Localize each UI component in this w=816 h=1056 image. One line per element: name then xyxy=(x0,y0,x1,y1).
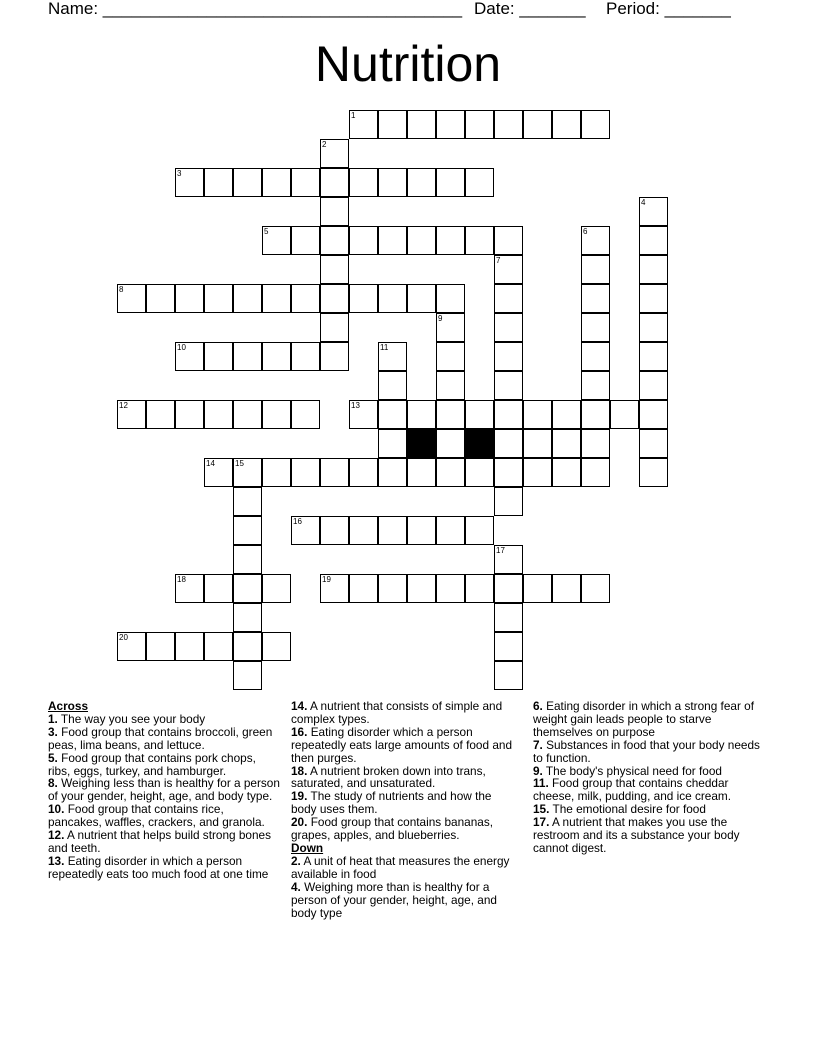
clue-down-9: 9. The body's physical need for food xyxy=(533,763,722,778)
crossword-cell[interactable] xyxy=(204,342,233,371)
crossword-cell[interactable] xyxy=(552,110,581,139)
crossword-cell[interactable] xyxy=(233,168,262,197)
clue-number: 6 xyxy=(583,227,588,236)
clue-number: 19 xyxy=(322,575,331,584)
crossword-cell[interactable] xyxy=(436,342,465,371)
crossword-cell[interactable] xyxy=(494,429,523,458)
crossword-cell[interactable] xyxy=(378,516,407,545)
crossword-cell[interactable] xyxy=(233,632,262,661)
crossword-cell[interactable] xyxy=(349,226,378,255)
date-field[interactable]: Date: _______ xyxy=(474,0,586,18)
crossword-cell[interactable] xyxy=(639,255,668,284)
clue-across-16: 16. Eating disorder which a person repeatedly eats large amounts of food and then purges. xyxy=(291,724,513,765)
crossword-cell[interactable] xyxy=(378,342,407,371)
clue-across-1: 1. The way you see your body xyxy=(48,711,206,726)
clue-number: 4 xyxy=(641,198,646,207)
clue-number: 9 xyxy=(438,314,443,323)
crossword-cell[interactable] xyxy=(581,458,610,487)
crossword-cell[interactable] xyxy=(436,313,465,342)
crossword-cell[interactable] xyxy=(204,284,233,313)
crossword-cell[interactable] xyxy=(349,574,378,603)
crossword-cell[interactable] xyxy=(436,371,465,400)
crossword-cell[interactable] xyxy=(639,284,668,313)
crossword-cell[interactable] xyxy=(639,458,668,487)
clue-number: 13 xyxy=(351,401,360,410)
crossword-cell[interactable] xyxy=(262,342,291,371)
crossword-cell[interactable] xyxy=(552,574,581,603)
clue-across-13: 13. Eating disorder in which a person repeatedly eats too much food at one time xyxy=(48,853,269,881)
crossword-cell[interactable] xyxy=(494,632,523,661)
clue-across-14: 14. A nutrient that consists of simple and complex types. xyxy=(291,699,503,726)
crossword-cell[interactable] xyxy=(436,226,465,255)
crossword-cell[interactable] xyxy=(436,110,465,139)
crossword-cell[interactable] xyxy=(204,400,233,429)
crossword-cell[interactable] xyxy=(175,342,204,371)
clue-across-3: 3. Food group that contains broccoli, green peas, lima beans, and lettuce. xyxy=(48,724,273,752)
crossword-cell[interactable] xyxy=(349,284,378,313)
crossword-cell[interactable] xyxy=(552,429,581,458)
crossword-cell[interactable] xyxy=(146,400,175,429)
crossword-cell[interactable] xyxy=(436,458,465,487)
crossword-cell[interactable] xyxy=(581,342,610,371)
crossword-cell[interactable] xyxy=(581,400,610,429)
clue-down-15: 15. The emotional desire for food xyxy=(533,802,706,817)
crossword-cell[interactable] xyxy=(320,197,349,226)
crossword-cell[interactable] xyxy=(320,313,349,342)
clue-down-2: 2. A unit of heat that measures the energy available in food xyxy=(291,853,510,881)
clue-across-8: 8. Weighing less than is healthy for a person of your gender, height, age, and body type. xyxy=(48,776,280,804)
crossword-cell[interactable] xyxy=(233,661,262,690)
crossword-cell[interactable] xyxy=(204,458,233,487)
crossword-cell[interactable] xyxy=(465,516,494,545)
crossword-cell[interactable] xyxy=(523,458,552,487)
crossword-cell[interactable] xyxy=(436,516,465,545)
clue-number: 5 xyxy=(264,227,269,236)
crossword-cell[interactable] xyxy=(523,574,552,603)
crossword-cell[interactable] xyxy=(407,110,436,139)
across-heading: Across xyxy=(48,699,88,713)
clue-down-7: 7. Substances in food that your body needs to function. xyxy=(533,737,760,765)
crossword-cell[interactable] xyxy=(378,458,407,487)
clue-down-4: 4. Weighing more than is healthy for a person of your gender, height, age, and body type xyxy=(291,879,497,920)
crossword-cell[interactable] xyxy=(378,429,407,458)
clue-number: 17 xyxy=(496,546,505,555)
crossword-cell[interactable] xyxy=(436,400,465,429)
crossword-cell[interactable] xyxy=(494,400,523,429)
crossword-cell[interactable] xyxy=(378,400,407,429)
crossword-cell[interactable] xyxy=(494,574,523,603)
crossword-cell[interactable] xyxy=(581,226,610,255)
clue-number: 16 xyxy=(293,517,302,526)
crossword-cell[interactable] xyxy=(494,487,523,516)
clue-across-18: 18. A nutrient broken down into trans, saturated, and unsaturated. xyxy=(291,763,486,791)
crossword-cell[interactable] xyxy=(320,255,349,284)
crossword-cell[interactable] xyxy=(320,226,349,255)
crossword-cell[interactable] xyxy=(639,197,668,226)
crossword-cell[interactable] xyxy=(581,574,610,603)
crossword-cell[interactable] xyxy=(233,574,262,603)
crossword-cell[interactable] xyxy=(552,458,581,487)
crossword-cell[interactable] xyxy=(436,284,465,313)
clue-across-19: 19. The study of nutrients and how the body uses them. xyxy=(291,789,492,817)
clue-column-1 xyxy=(48,700,280,881)
period-field[interactable]: Period: _______ xyxy=(606,0,731,18)
crossword-cell[interactable] xyxy=(407,516,436,545)
crossword-cell[interactable] xyxy=(146,284,175,313)
crossword-cell[interactable] xyxy=(378,284,407,313)
crossword-cell[interactable] xyxy=(639,371,668,400)
crossword-cell[interactable] xyxy=(581,371,610,400)
clue-across-12: 12. A nutrient that helps build strong bones and teeth. xyxy=(48,828,272,855)
crossword-cell[interactable] xyxy=(320,284,349,313)
crossword-cell[interactable] xyxy=(349,458,378,487)
crossword-cell[interactable] xyxy=(117,400,146,429)
crossword-cell[interactable] xyxy=(349,400,378,429)
page-title: Nutrition xyxy=(314,36,502,92)
crossword-cell[interactable] xyxy=(523,400,552,429)
crossword-cell[interactable] xyxy=(204,574,233,603)
crossword-cell[interactable] xyxy=(320,516,349,545)
crossword-cell[interactable] xyxy=(262,400,291,429)
clue-number: 2 xyxy=(322,140,327,149)
crossword-cell[interactable] xyxy=(465,168,494,197)
clue-column-2 xyxy=(291,700,517,919)
crossword-cell[interactable] xyxy=(175,284,204,313)
crossword-cell[interactable] xyxy=(639,429,668,458)
name-field[interactable]: Name: ______________________________________ xyxy=(48,0,463,18)
crossword-cell[interactable] xyxy=(320,139,349,168)
crossword-cell[interactable] xyxy=(291,400,320,429)
blocked-cell xyxy=(407,429,436,458)
crossword-cell[interactable] xyxy=(262,458,291,487)
crossword-cell[interactable] xyxy=(465,574,494,603)
crossword-cell[interactable] xyxy=(639,400,668,429)
crossword-cell[interactable] xyxy=(436,429,465,458)
crossword-cell[interactable] xyxy=(581,313,610,342)
crossword-cell[interactable] xyxy=(610,400,639,429)
crossword-cell[interactable] xyxy=(494,313,523,342)
crossword-cell[interactable] xyxy=(436,574,465,603)
clue-number: 1 xyxy=(351,111,356,120)
clue-number: 8 xyxy=(119,285,124,294)
crossword-cell[interactable] xyxy=(262,226,291,255)
crossword-cell[interactable] xyxy=(175,632,204,661)
clue-number: 18 xyxy=(177,575,186,584)
crossword-cell[interactable] xyxy=(552,400,581,429)
crossword-cell[interactable] xyxy=(233,458,262,487)
crossword-cell[interactable] xyxy=(320,458,349,487)
clue-across-20: 20. Food group that contains bananas, grapes, apples, and blueberries. xyxy=(291,815,494,843)
crossword-cell[interactable] xyxy=(581,284,610,313)
crossword-cell[interactable] xyxy=(378,371,407,400)
crossword-cell[interactable] xyxy=(494,603,523,632)
clue-across-5: 5. Food group that contains pork chops, ribs, eggs, turkey, and hamburger. xyxy=(48,750,256,778)
crossword-cell[interactable] xyxy=(262,168,291,197)
crossword-cell[interactable] xyxy=(465,226,494,255)
crossword-cell[interactable] xyxy=(494,661,523,690)
crossword-cell[interactable] xyxy=(494,226,523,255)
crossword-cell[interactable] xyxy=(320,168,349,197)
crossword-cell[interactable] xyxy=(639,313,668,342)
crossword-cell[interactable] xyxy=(291,458,320,487)
crossword-cell[interactable] xyxy=(117,284,146,313)
crossword-cell[interactable] xyxy=(407,458,436,487)
crossword-cell[interactable] xyxy=(639,342,668,371)
crossword-cell[interactable] xyxy=(523,110,552,139)
crossword-cell[interactable] xyxy=(262,632,291,661)
crossword-cell[interactable] xyxy=(465,110,494,139)
crossword-cell[interactable] xyxy=(204,168,233,197)
crossword-cell[interactable] xyxy=(320,574,349,603)
crossword-cell[interactable] xyxy=(494,342,523,371)
crossword-cell[interactable] xyxy=(494,545,523,574)
clue-number: 3 xyxy=(177,169,182,178)
crossword-cell[interactable] xyxy=(262,284,291,313)
clue-number: 14 xyxy=(206,459,215,468)
down-heading: Down xyxy=(291,840,324,855)
clue-down-17: 17. A nutrient that makes you use the restroom and its a substance your body cannot digest. xyxy=(533,815,740,855)
clue-number: 11 xyxy=(380,343,389,352)
crossword-cell[interactable] xyxy=(349,516,378,545)
crossword-cell[interactable] xyxy=(407,574,436,603)
crossword-cell[interactable] xyxy=(175,400,204,429)
crossword-cell[interactable] xyxy=(581,110,610,139)
crossword-cell[interactable] xyxy=(175,574,204,603)
crossword-cell[interactable] xyxy=(639,226,668,255)
crossword-cell[interactable] xyxy=(233,342,262,371)
blocked-cell xyxy=(465,429,494,458)
crossword-cell[interactable] xyxy=(436,168,465,197)
crossword-cell[interactable] xyxy=(146,632,175,661)
crossword-cell[interactable] xyxy=(117,632,146,661)
crossword-cell[interactable] xyxy=(291,226,320,255)
crossword-cell[interactable] xyxy=(204,632,233,661)
crossword-cell[interactable] xyxy=(233,284,262,313)
crossword-cell[interactable] xyxy=(378,110,407,139)
crossword-cell[interactable] xyxy=(581,429,610,458)
crossword-cell[interactable] xyxy=(291,516,320,545)
crossword-cell[interactable] xyxy=(378,168,407,197)
clue-number: 15 xyxy=(235,459,244,468)
clue-down-6: 6. Eating disorder in which a strong fear of weight gain leads people to starve themselves on purpose xyxy=(533,699,754,739)
clue-down-11: 11. Food group that contains cheddar cheese, milk, pudding, and ice cream. xyxy=(533,776,732,804)
crossword-cell[interactable] xyxy=(262,574,291,603)
crossword-cell[interactable] xyxy=(349,168,378,197)
crossword-cell[interactable] xyxy=(291,168,320,197)
crossword-cell[interactable] xyxy=(494,458,523,487)
crossword-cell[interactable] xyxy=(378,226,407,255)
crossword-cell[interactable] xyxy=(291,284,320,313)
crossword-cell[interactable] xyxy=(494,371,523,400)
crossword-cell[interactable] xyxy=(233,400,262,429)
crossword-cell[interactable] xyxy=(494,110,523,139)
crossword-cell[interactable] xyxy=(349,110,378,139)
crossword-cell[interactable] xyxy=(320,342,349,371)
clue-column-3 xyxy=(533,700,769,855)
crossword-cell[interactable] xyxy=(378,574,407,603)
crossword-cell[interactable] xyxy=(407,400,436,429)
crossword-cell[interactable] xyxy=(494,255,523,284)
crossword-cell[interactable] xyxy=(175,168,204,197)
crossword-cell[interactable] xyxy=(581,255,610,284)
crossword-cell[interactable] xyxy=(233,516,262,545)
crossword-cell[interactable] xyxy=(233,545,262,574)
crossword-cell[interactable] xyxy=(233,487,262,516)
crossword-cell[interactable] xyxy=(465,400,494,429)
crossword-cell[interactable] xyxy=(291,342,320,371)
crossword-cell[interactable] xyxy=(465,458,494,487)
clue-number: 12 xyxy=(119,401,128,410)
clue-number: 7 xyxy=(496,256,501,265)
clue-across-10: 10. Food group that contains rice, pancakes, waffles, crackers, and granola. xyxy=(48,802,265,830)
crossword-cell[interactable] xyxy=(233,603,262,632)
clue-number: 20 xyxy=(119,633,128,642)
crossword-cell[interactable] xyxy=(494,284,523,313)
crossword-cell[interactable] xyxy=(407,168,436,197)
crossword-cell[interactable] xyxy=(523,429,552,458)
crossword-cell[interactable] xyxy=(407,226,436,255)
crossword-cell[interactable] xyxy=(407,284,436,313)
clue-number: 10 xyxy=(177,343,186,352)
